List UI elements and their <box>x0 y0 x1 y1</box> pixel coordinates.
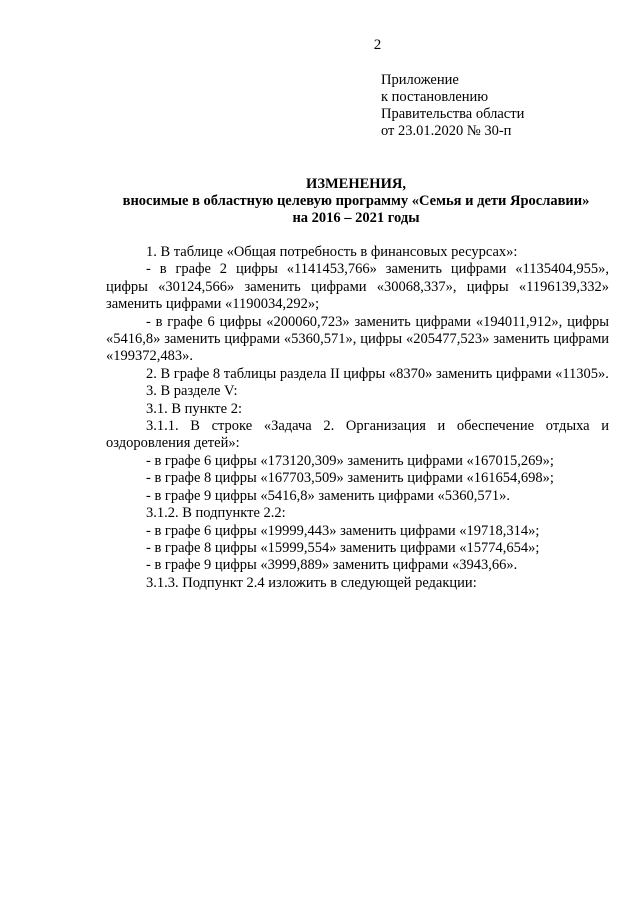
paragraph-7: 3.1.1. В строке «Задача 2. Организация и обеспечение отдыха и оздоровления детей»: <box>106 418 609 452</box>
paragraph-10: - в графе 9 цифры «5416,8» заменить цифрами «5360,571». <box>146 487 510 504</box>
paragraph-1: 1. В таблице «Общая потребность в финансовых ресурсах»: <box>146 244 518 260</box>
paragraph-5: 3. В разделе V: <box>146 383 238 400</box>
appendix-line-1: Приложение <box>381 72 459 88</box>
appendix-line-2: к постановлению <box>381 89 489 105</box>
paragraph-2: - в графе 2 цифры «1141453,766» заменить цифрами «1135404,955», цифры «30124,566» заменить цифрами «30068,337», цифры «1196139,332» заменить цифрами «1190034,292»; <box>106 261 609 313</box>
paragraph-8: - в графе 6 цифры «173120,309» заменить цифрами «167015,269»; <box>146 452 554 469</box>
paragraph-4: 2. В графе 8 таблицы раздела II цифры «8370» заменить цифрами «11305». <box>146 365 609 382</box>
paragraph-12: - в графе 6 цифры «19999,443» заменить цифрами «19718,314»; <box>146 522 540 539</box>
title-line-1: ИЗМЕНЕНИЯ, <box>306 176 406 192</box>
title-line-3: на 2016 – 2021 годы <box>292 210 420 226</box>
paragraph-9: - в графе 8 цифры «167703,509» заменить цифрами «161654,698»; <box>146 470 554 487</box>
appendix-line-3: Правительства области <box>381 106 525 122</box>
paragraph-13: - в графе 8 цифры «15999,554» заменить цифрами «15774,654»; <box>146 539 540 556</box>
page-number: 2 <box>373 37 382 53</box>
title-line-2: вносимые в областную целевую программу «Семья и дети Ярославии» <box>122 193 590 209</box>
paragraph-11: 3.1.2. В подпункте 2.2: <box>146 505 286 522</box>
appendix-reference <box>381 72 524 140</box>
paragraph-14: - в графе 9 цифры «3999,889» заменить цифрами «3943,66». <box>146 557 518 574</box>
paragraph-15: 3.1.3. Подпункт 2.4 изложить в следующей редакции: <box>146 574 477 591</box>
appendix-line-4: от 23.01.2020 № 30-п <box>381 123 512 139</box>
paragraph-6: 3.1. В пункте 2: <box>146 400 242 417</box>
document-body <box>106 244 609 592</box>
document-title <box>96 176 616 227</box>
paragraph-3: - в графе 6 цифры «200060,723» заменить цифрами «194011,912», цифры «5416,8» заменить цифрами «5360,571», цифры «205477,523» заменить цифрами «199372,483». <box>106 313 609 365</box>
